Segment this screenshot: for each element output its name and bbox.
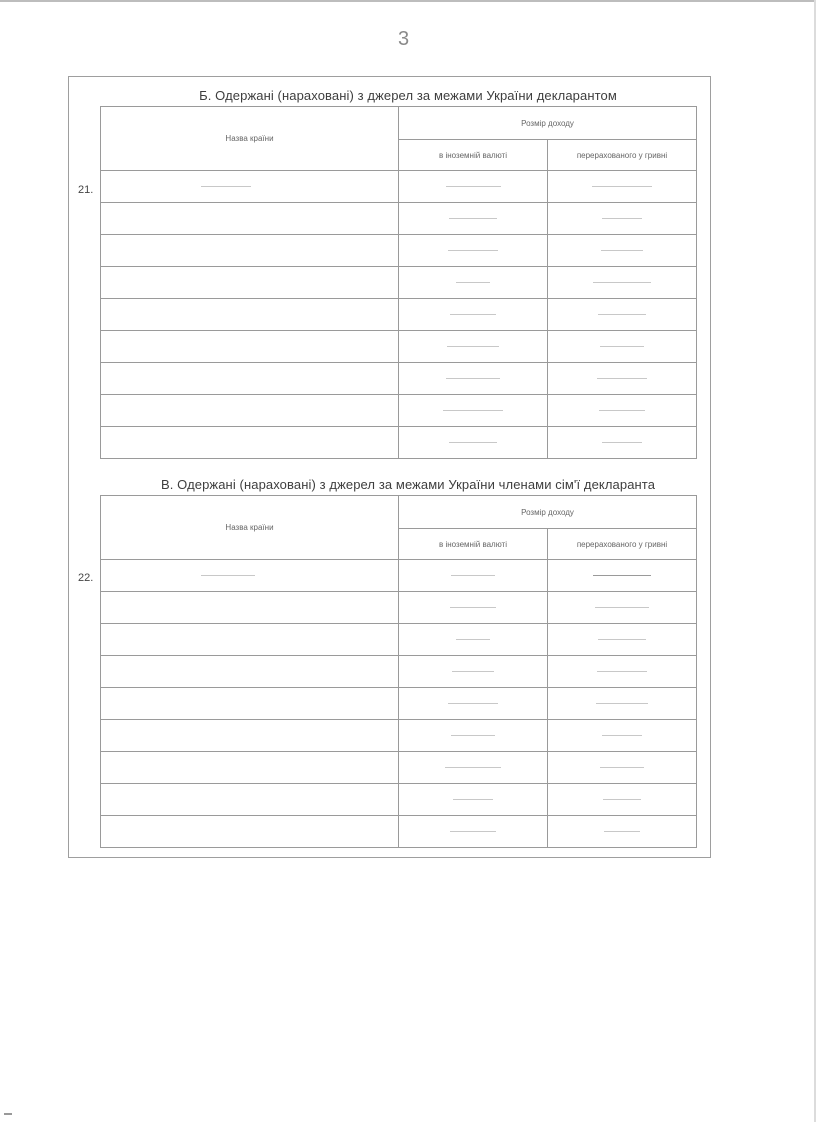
country-cell[interactable] — [101, 560, 399, 592]
table-row — [101, 299, 697, 331]
country-cell[interactable] — [101, 784, 399, 816]
table-row — [101, 560, 697, 592]
foreign-currency-cell[interactable] — [399, 203, 548, 235]
foreign-currency-cell[interactable] — [399, 688, 548, 720]
table-row — [101, 171, 697, 203]
converted-uah-cell[interactable] — [548, 267, 697, 299]
converted-uah-cell[interactable] — [548, 624, 697, 656]
header-foreign-currency: в іноземній валюті — [399, 140, 548, 171]
table-row — [101, 752, 697, 784]
section-b-row-number: 21. — [78, 184, 94, 196]
table-row — [101, 592, 697, 624]
foreign-currency-cell[interactable] — [399, 395, 548, 427]
table-row — [101, 656, 697, 688]
table-row — [101, 427, 697, 459]
country-cell[interactable] — [101, 363, 399, 395]
country-cell[interactable] — [101, 816, 399, 848]
converted-uah-cell[interactable] — [548, 299, 697, 331]
country-cell[interactable] — [101, 235, 399, 267]
converted-uah-cell[interactable] — [548, 363, 697, 395]
country-cell[interactable] — [101, 331, 399, 363]
scan-top-edge — [0, 0, 816, 2]
converted-uah-cell[interactable] — [548, 171, 697, 203]
foreign-currency-cell[interactable] — [399, 816, 548, 848]
section-v-table — [100, 495, 697, 848]
country-cell[interactable] — [101, 656, 399, 688]
section-v-row-number: 22. — [78, 572, 94, 584]
foreign-currency-cell[interactable] — [399, 560, 548, 592]
table-row — [101, 784, 697, 816]
table-row — [101, 235, 697, 267]
country-cell[interactable] — [101, 299, 399, 331]
converted-uah-cell[interactable] — [548, 784, 697, 816]
section-v-title: В. Одержані (нараховані) з джерел за межами України членами сім'ї декларанта — [160, 477, 656, 492]
foreign-currency-cell[interactable] — [399, 592, 548, 624]
table-row — [101, 267, 697, 299]
table-row — [101, 624, 697, 656]
converted-uah-cell[interactable] — [548, 235, 697, 267]
country-cell[interactable] — [101, 624, 399, 656]
foreign-currency-cell[interactable] — [399, 363, 548, 395]
header-converted-uah: перерахованого у гривні — [548, 529, 697, 560]
table-row — [101, 395, 697, 427]
foreign-currency-cell[interactable] — [399, 299, 548, 331]
converted-uah-cell[interactable] — [548, 656, 697, 688]
country-cell[interactable] — [101, 427, 399, 459]
country-cell[interactable] — [101, 203, 399, 235]
scan-corner-mark — [4, 1113, 12, 1115]
country-cell[interactable] — [101, 592, 399, 624]
converted-uah-cell[interactable] — [548, 816, 697, 848]
table-row — [101, 331, 697, 363]
section-b-table — [100, 106, 697, 459]
table-row — [101, 720, 697, 752]
foreign-currency-cell[interactable] — [399, 171, 548, 203]
table-row — [101, 816, 697, 848]
foreign-currency-cell[interactable] — [399, 656, 548, 688]
header-country-name: Назва країни — [101, 496, 399, 560]
country-cell[interactable] — [101, 395, 399, 427]
table-row — [101, 203, 697, 235]
converted-uah-cell[interactable] — [548, 688, 697, 720]
foreign-currency-cell[interactable] — [399, 624, 548, 656]
foreign-currency-cell[interactable] — [399, 267, 548, 299]
country-cell[interactable] — [101, 267, 399, 299]
header-income-size: Розмір доходу — [399, 107, 697, 140]
foreign-currency-cell[interactable] — [399, 784, 548, 816]
converted-uah-cell[interactable] — [548, 752, 697, 784]
header-converted-uah: перерахованого у гривні — [548, 140, 697, 171]
foreign-currency-cell[interactable] — [399, 235, 548, 267]
foreign-currency-cell[interactable] — [399, 720, 548, 752]
header-country-name: Назва країни — [101, 107, 399, 171]
country-cell[interactable] — [101, 752, 399, 784]
converted-uah-cell[interactable] — [548, 592, 697, 624]
converted-uah-cell[interactable] — [548, 560, 697, 592]
converted-uah-cell[interactable] — [548, 395, 697, 427]
foreign-currency-cell[interactable] — [399, 752, 548, 784]
foreign-currency-cell[interactable] — [399, 427, 548, 459]
header-income-size: Розмір доходу — [399, 496, 697, 529]
table-row — [101, 688, 697, 720]
country-cell[interactable] — [101, 688, 399, 720]
table-row — [101, 363, 697, 395]
converted-uah-cell[interactable] — [548, 720, 697, 752]
converted-uah-cell[interactable] — [548, 203, 697, 235]
converted-uah-cell[interactable] — [548, 331, 697, 363]
header-foreign-currency: в іноземній валюті — [399, 529, 548, 560]
country-cell[interactable] — [101, 720, 399, 752]
country-cell[interactable] — [101, 171, 399, 203]
page-number: 3 — [398, 28, 410, 50]
converted-uah-cell[interactable] — [548, 427, 697, 459]
section-b-title: Б. Одержані (нараховані) з джерел за межами України декларантом — [199, 88, 617, 103]
foreign-currency-cell[interactable] — [399, 331, 548, 363]
